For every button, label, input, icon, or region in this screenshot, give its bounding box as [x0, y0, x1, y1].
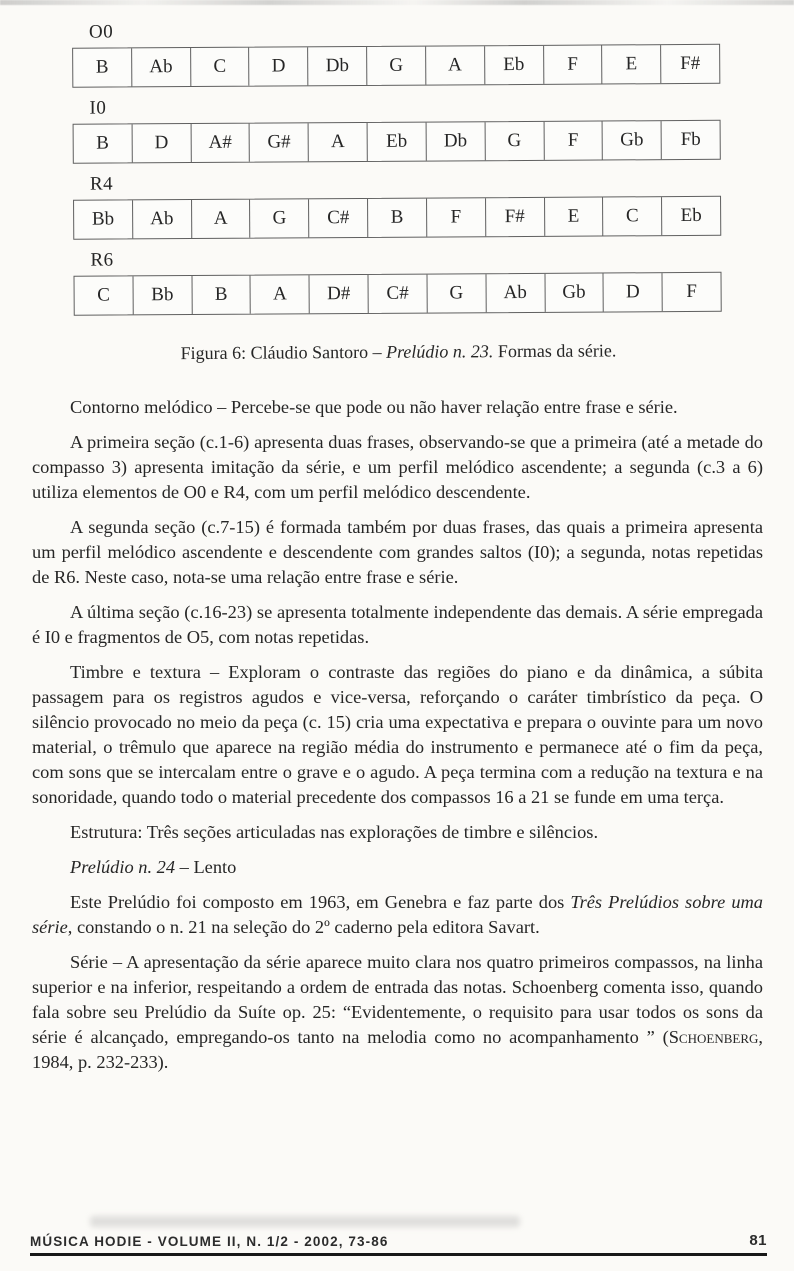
paragraph — [32, 660, 763, 810]
note-cell: Ab — [132, 48, 191, 86]
figure-caption — [33, 340, 764, 365]
note-cell: G — [367, 47, 426, 85]
note-cell: C# — [369, 275, 428, 313]
text-run: Estrutura: Três seções articuladas nas explorações de timbre e silêncios. — [70, 822, 599, 842]
series-group — [31, 94, 762, 164]
paragraph — [32, 430, 763, 505]
text-run: Schoenberg — [668, 1027, 759, 1047]
note-cell: Ab — [486, 274, 545, 312]
series-row-table — [73, 120, 721, 164]
text-run: – Lento — [175, 857, 237, 877]
note-cell: C — [603, 197, 662, 235]
note-cell: B — [368, 199, 427, 237]
paragraph — [32, 820, 763, 845]
note-cell: Db — [426, 122, 485, 160]
note-cell: Gb — [545, 274, 604, 312]
text-run: , 1984, p. 232-233). — [32, 1027, 763, 1072]
caption-suffix: Formas da série. — [493, 340, 617, 362]
note-cell: C — [191, 48, 250, 86]
note-cell: C# — [309, 199, 368, 237]
series-row-label: R6 — [90, 249, 114, 271]
note-cell: E — [602, 45, 661, 83]
note-cell: B — [192, 276, 251, 314]
series-row-table — [74, 272, 722, 316]
journal-citation: MÚSICA HODIE - VOLUME II, N. 1/2 - 2002, 73-86 — [30, 1234, 389, 1249]
figure-6-block — [31, 18, 764, 365]
paragraph — [32, 395, 763, 420]
note-cell: D — [132, 124, 191, 162]
note-cell: B — [73, 48, 132, 86]
note-cell: D — [604, 273, 663, 311]
note-cell: G — [485, 122, 544, 160]
note-cell: Bb — [74, 200, 133, 238]
note-cell: Bb — [133, 276, 192, 314]
note-cell: B — [74, 124, 133, 162]
note-cell: G — [250, 199, 309, 237]
body-paragraphs — [32, 395, 763, 1075]
note-cell: Db — [308, 47, 367, 85]
series-group — [32, 246, 763, 316]
text-run: A primeira seção (c.1-6) apresenta duas frases, observando-se que a primeira (até a metade do compasso 3) apresenta imitação da série, e um perfil melódico ascendente; a segunda (c.3 a 6) utiliza elementos de O0 e R4, com um perfil melódico descendente. — [32, 432, 763, 502]
text-run: Série – A apresentação da série aparece muito clara nos quatro primeiros compassos, na linha superior e na inferior, respeitando a ordem de entrada das notas. Schoenberg comenta isso, quando fala sobre seu Prelúdio da Suíte op. 25: “Evidentemente, o requisito para usar todos os sons da série é alcançado, empregando-os tanto na melodia como no acompanhamento ” ( — [32, 952, 763, 1047]
paragraph — [32, 890, 763, 940]
text-run: Três Prelúdios sobre uma série — [32, 892, 763, 937]
note-cell: A — [192, 200, 251, 238]
text-run: Timbre e textura – Exploram o contraste das regiões do piano e da dinâmica, a súbita passagem para os registros agudos e vice-versa, reforçando o caráter timbrístico da peça. O silêncio provocado no meio da peça (c. 15) cria uma expectativa e prepara o ouvinte para um novo material, o trêmulo que aparece na região média do instrumento e permanece até o fim da peça, com sons que se intercalam entre o grave e o agudo. A peça termina com a redução na textura e na sonoridade, quando todo o material precedente dos compassos 16 a 21 se funde em uma terça. — [32, 662, 763, 807]
scan-artifact-top — [0, 0, 794, 5]
note-cell: A — [309, 123, 368, 161]
series-group — [32, 170, 763, 240]
note-cell: G — [427, 274, 486, 312]
note-cell: A# — [191, 124, 250, 162]
note-cell: F# — [486, 198, 545, 236]
note-cell: D — [250, 47, 309, 85]
text-run: Este Prelúdio foi composto em 1963, em Genebra e faz parte dos — [70, 892, 571, 912]
note-cell: A — [426, 46, 485, 84]
paragraph — [32, 950, 763, 1075]
caption-work-title: Prelúdio n. 23. — [386, 341, 494, 362]
note-cell: Ab — [133, 200, 192, 238]
series-group — [31, 18, 762, 88]
page-footer — [30, 1232, 767, 1256]
note-cell: Eb — [680, 204, 702, 227]
series-tables — [31, 18, 764, 316]
note-cell: Fb — [680, 128, 701, 151]
text-run: Prelúdio n. 24 — [70, 857, 176, 877]
note-cell: G# — [250, 123, 309, 161]
note-cell: F — [427, 198, 486, 236]
series-row-label: R4 — [89, 173, 114, 195]
series-row-label: I0 — [89, 97, 107, 119]
note-cell: A — [251, 275, 310, 313]
series-row-table — [73, 196, 721, 240]
note-cell: D# — [310, 275, 369, 313]
caption-prefix: Figura 6: Cláudio Santoro – — [180, 341, 387, 364]
text-run: A última seção (c.16-23) se apresenta totalmente independente das demais. A série empregada é I0 e fragmentos de O5, com notas repetidas. — [32, 602, 763, 647]
note-cell: Eb — [368, 123, 427, 161]
note-cell: F# — [680, 52, 701, 75]
paragraph — [32, 600, 763, 650]
note-cell: E — [545, 198, 604, 236]
series-row-table — [72, 44, 720, 88]
series-row-label: O0 — [88, 21, 114, 43]
section-heading — [32, 855, 763, 880]
note-cell: F — [686, 280, 697, 303]
note-cell: F — [544, 46, 603, 84]
note-cell: C — [75, 276, 134, 314]
note-cell: Gb — [603, 121, 662, 159]
note-cell: Eb — [485, 46, 544, 84]
note-cell: F — [544, 122, 603, 160]
page-number: 81 — [749, 1232, 767, 1249]
text-run: Contorno melódico – Percebe-se que pode ou não haver relação entre frase e série. — [70, 397, 678, 417]
text-run: , constando o n. 21 na seleção do 2º caderno pela editora Savart. — [67, 917, 540, 937]
text-run: A segunda seção (c.7-15) é formada também por duas frases, das quais a primeira apresenta um perfil melódico ascendente e descendente com grandes saltos (I0); a segunda, notas repetidas de R6. Neste caso, nota-se uma relação entre frase e série. — [32, 517, 763, 587]
paragraph — [32, 515, 763, 590]
